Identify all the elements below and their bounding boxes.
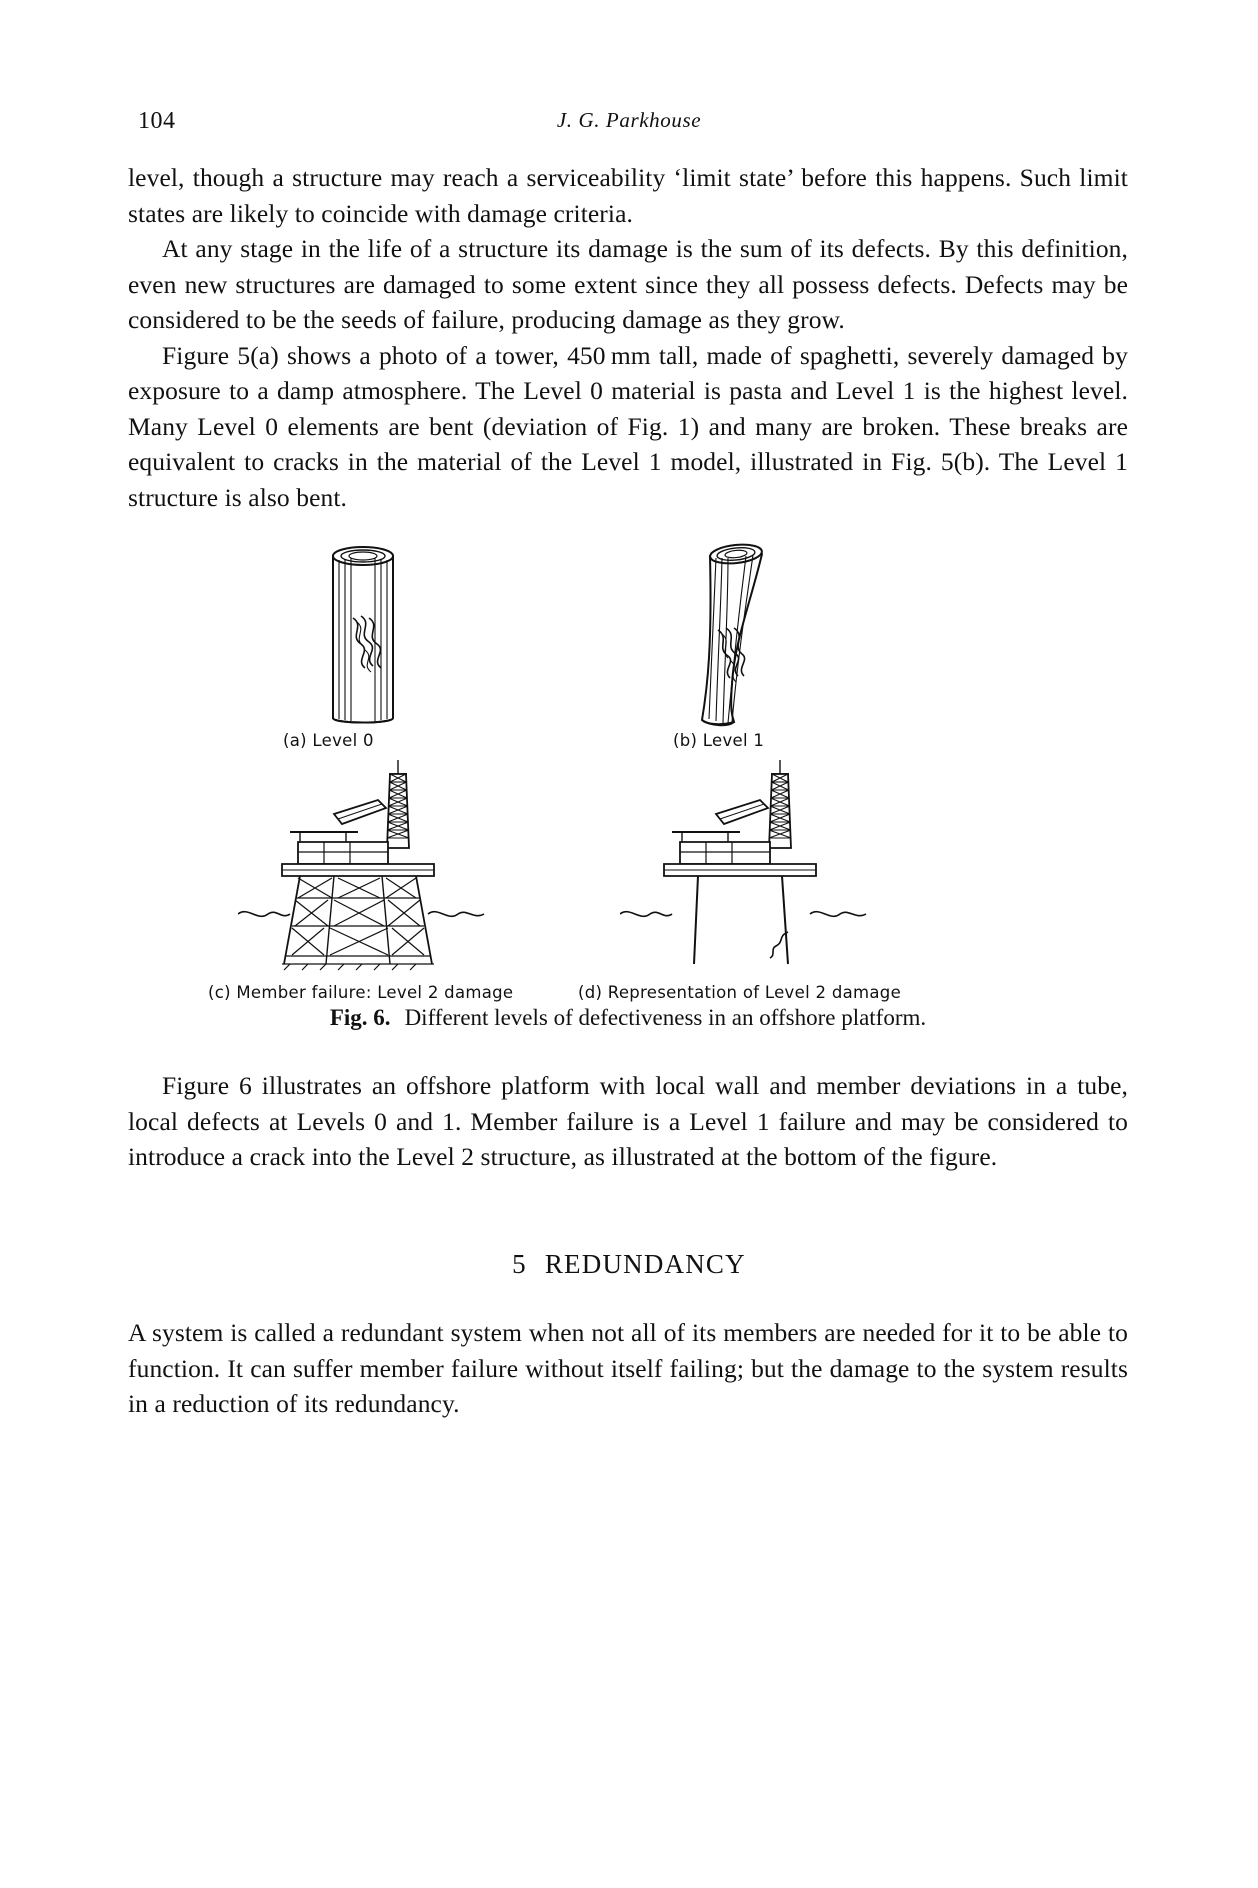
figure-subcaption-b: (b) Level 1 <box>673 731 765 750</box>
page-header <box>0 108 1258 138</box>
text-block-bottom <box>128 1315 1128 1422</box>
platform-member-failure-illustration <box>238 756 568 971</box>
text-block-middle <box>128 1068 1128 1175</box>
paragraph-2: At any stage in the life of a structure its damage is the sum of its defects. By this definition, even new structures are damaged to some extent since they all possess defects. Defects may be considered to be the seeds of failure, producing damage as they grow. <box>128 234 1128 334</box>
figure-label: Fig. 6. <box>329 1005 391 1030</box>
section-heading <box>0 1249 1258 1280</box>
tube-level0-illustration <box>303 538 423 733</box>
figure-subcaption-a: (a) Level 0 <box>283 731 374 750</box>
text-block-top <box>128 160 1128 515</box>
paragraph-1: level, though a structure may reach a serviceability ‘limit state’ before this happens. Such limit states are likely to coincide with damage criteria. <box>128 163 1128 228</box>
running-head: J. G. Parkhouse <box>556 108 702 132</box>
paragraph-4: Figure 6 illustrates an offshore platform with local wall and member deviations in a tube, local defects at Levels 0 and 1. Member failure is a Level 1 failure and may be considered to introduce a crack into the Level 2 structure, as illustrated at the bottom of the figure. <box>128 1071 1128 1171</box>
paragraph-3: Figure 5(a) shows a photo of a tower, 450 mm tall, made of spaghetti, severely damaged by exposure to a damp atmosphere. The Level 0 material is pasta and Level 1 is the highest level. Many Level 0 elements are bent (deviation of Fig. 1) and many are broken. These breaks are equivalent to cracks in the material of the Level 1 model, illustrated in Fig. 5(b). The Level 1 structure is also bent. <box>128 340 1128 512</box>
platform-level2-representation-illustration <box>620 756 950 971</box>
tube-level1-illustration <box>676 534 796 734</box>
figure-6 <box>128 528 1128 1038</box>
section-title: REDUNDANCY <box>544 1249 746 1279</box>
paragraph-5: A system is called a redundant system when not all of its members are needed for it to be able to function. It can suffer member failure without itself failing; but the damage to the system results in a reduction of its redundancy. <box>128 1318 1128 1418</box>
page-number: 104 <box>138 108 176 134</box>
figure-subcaption-c: (c) Member failure: Level 2 damage <box>208 983 514 1002</box>
figure-caption-text: Different levels of defectiveness in an offshore platform. <box>404 1005 927 1030</box>
section-number: 5 <box>512 1249 527 1279</box>
figure-caption <box>128 1005 1128 1031</box>
figure-subcaption-d: (d) Representation of Level 2 damage <box>578 983 902 1002</box>
